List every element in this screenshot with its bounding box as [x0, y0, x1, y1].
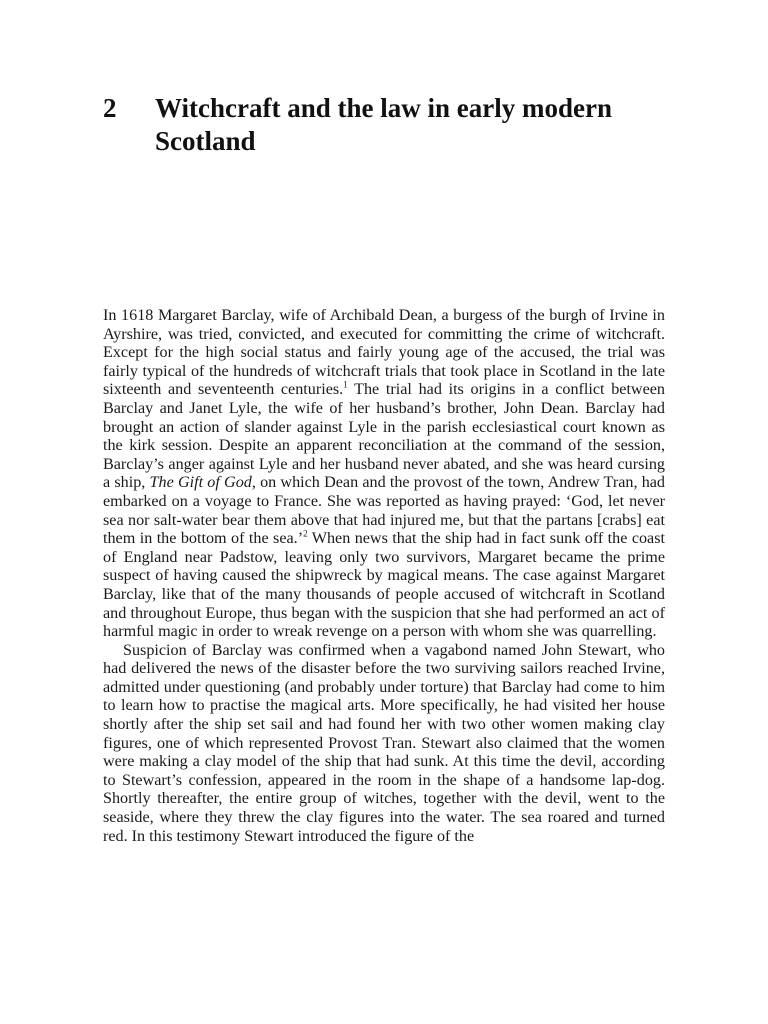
- text-run: When news that the ship had in fact sunk off the coast of England near Padstow, leaving only two survivors, Margaret became the prime suspect of having caused the shipwreck by magical means. The case against Margaret Barclay, like that of the many thousands of people accused of witchcraft in Scotland and throughout Europe, thus began with the suspicion that she had performed an act of harmful magic in order to wreak revenge on a person with whom she was quarrelling.: [103, 530, 665, 641]
- text-run: The trial had its origins in a conflict between Barclay and Janet Lyle, the wife of her husband’s brother, John Dean. Barclay had brought an action of slander against Lyle in the parish ecclesiastical court known as the kirk session. Despite an apparent reconciliation at the command of the session, Barclay’s anger against Lyle and her husband never abated, and she was heard cursing a ship,: [103, 381, 665, 492]
- text-run: In 1618 Margaret Barclay, wife of Archibald Dean, a burgess of the burgh of Irvine in Ayrshire, was tried, convicted, and executed for committing the crime of witchcraft. Except for the high social status and fairly young age of the accused, the trial was fairly typical of the hundreds of witchcraft trials that took place in Scotland in the late sixteenth and seventeenth centuries.: [103, 307, 665, 399]
- text-run: , on which Dean and the provost of the town, Andrew Tran, had embarked on a voyage to France. She was reported as having prayed: ‘God, let never sea nor salt-water bear them above that had injured me, but that the partans [crabs] eat them in the bottom of the sea.’: [103, 474, 666, 548]
- paragraph: [103, 307, 665, 642]
- chapter-number: 2: [103, 93, 117, 123]
- text-run: Suspicion of Barclay was confirmed when a vagabond named John Stewart, who had delivered the news of the disaster before the two surviving sailors reached Irvine, admitted under questioning (and probably under torture) that Barclay had come to him to learn how to practise the magical arts. More specifically, he had visited her house shortly after the ship set sail and had found her with two other women making clay figures, one of which represented Provost Tran. Stewart also claimed that the women were making a clay model of the ship that had sunk. At this time the devil, according to Stewart’s confession, appeared in the room in the shape of a handsome lap-dog. Shortly thereafter, the entire group of witches, together with the devil, went to the seaside, where they threw the clay figures into the water. The sea roared and turned red. In this testimony Stewart introduced the figure of the: [103, 641, 665, 845]
- chapter-title: Witchcraft and the law in early modern Scotland: [155, 93, 612, 156]
- footnote-ref: 2: [303, 528, 308, 539]
- body-text: [103, 307, 665, 846]
- paragraph: [103, 642, 665, 847]
- footnote-ref: 1: [343, 380, 348, 390]
- ship-name: The Gift of God: [149, 474, 252, 492]
- chapter-heading: [103, 92, 663, 158]
